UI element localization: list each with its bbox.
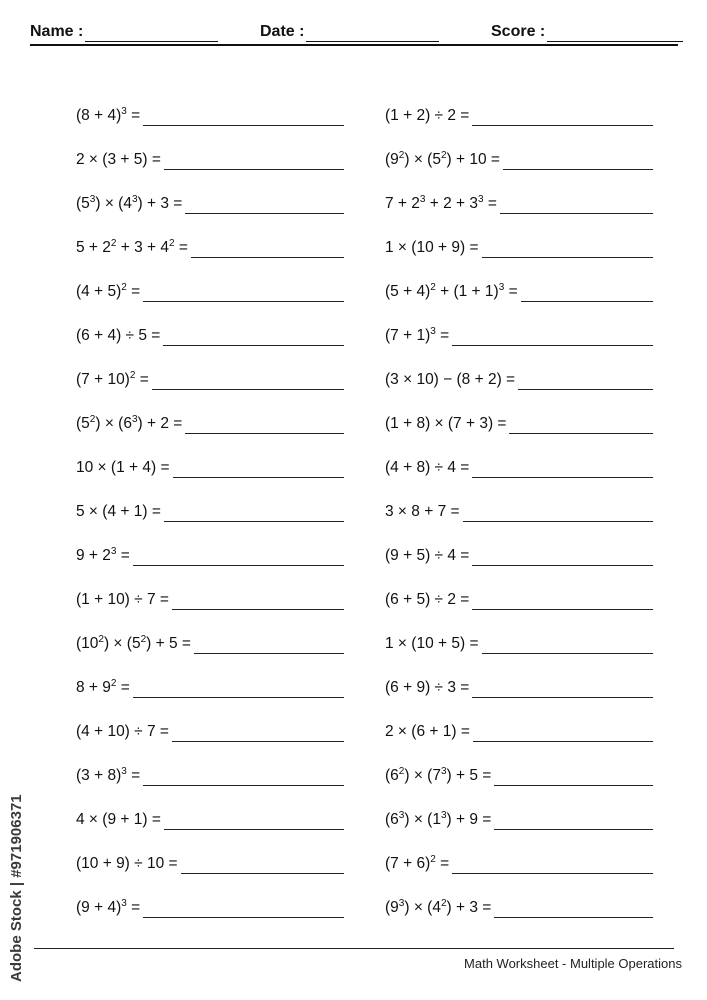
problem-expression: $(5^2) \times (6^3) + 2$ = bbox=[76, 414, 183, 432]
problem-expression: $(9^2) \times (5^2) + 10$ = bbox=[385, 150, 500, 168]
problem-row bbox=[76, 434, 344, 478]
problem-expression: $(5 + 4)^2 + (1 + 1)^3$ = bbox=[385, 282, 518, 300]
problem-row bbox=[76, 698, 344, 742]
problem-expression: 4 × (9 + 1) = bbox=[76, 811, 161, 828]
answer-line[interactable] bbox=[143, 899, 344, 918]
answer-line[interactable] bbox=[472, 547, 653, 566]
problem-row bbox=[385, 214, 653, 258]
name-field bbox=[30, 22, 218, 42]
answer-line[interactable] bbox=[172, 591, 344, 610]
problem-expression: 5 × (4 + 1) = bbox=[76, 503, 161, 520]
answer-line[interactable] bbox=[473, 723, 653, 742]
header-divider bbox=[30, 44, 678, 46]
problem-expression: $(9^3) \times (4^2) + 3$ = bbox=[385, 898, 492, 916]
answer-line[interactable] bbox=[133, 679, 344, 698]
answer-line[interactable] bbox=[181, 855, 344, 874]
problem-row bbox=[76, 478, 344, 522]
problem-expression: 3 × 8 + 7 = bbox=[385, 503, 460, 520]
answer-line[interactable] bbox=[172, 723, 344, 742]
problem-row bbox=[385, 742, 653, 786]
problem-row bbox=[385, 170, 653, 214]
problem-row bbox=[76, 742, 344, 786]
answer-line[interactable] bbox=[482, 635, 654, 654]
answer-line[interactable] bbox=[500, 195, 653, 214]
answer-line[interactable] bbox=[472, 679, 653, 698]
answer-line[interactable] bbox=[152, 371, 344, 390]
answer-line[interactable] bbox=[185, 195, 344, 214]
date-field bbox=[260, 22, 439, 42]
answer-line[interactable] bbox=[164, 151, 344, 170]
score-label: Score : bbox=[491, 23, 546, 40]
answer-line[interactable] bbox=[494, 899, 653, 918]
problem-row bbox=[76, 170, 344, 214]
date-blank-line[interactable] bbox=[306, 25, 439, 42]
answer-line[interactable] bbox=[143, 283, 344, 302]
name-blank-line[interactable] bbox=[85, 25, 218, 42]
problem-row bbox=[385, 786, 653, 830]
answer-line[interactable] bbox=[494, 767, 653, 786]
problem-expression: $(10^2) \times (5^2) + 5$ = bbox=[76, 634, 191, 652]
answer-line[interactable] bbox=[509, 415, 653, 434]
answer-line[interactable] bbox=[521, 283, 653, 302]
problem-column-right bbox=[385, 82, 653, 918]
problem-row bbox=[76, 346, 344, 390]
answer-line[interactable] bbox=[463, 503, 653, 522]
problem-expression: (3 × 10) − (8 + 2) = bbox=[385, 371, 516, 388]
answer-line[interactable] bbox=[133, 547, 344, 566]
stock-watermark bbox=[8, 770, 30, 982]
problem-row bbox=[385, 522, 653, 566]
problem-expression: $(6^3) \times (1^3) + 9$ = bbox=[385, 810, 492, 828]
answer-line[interactable] bbox=[452, 327, 653, 346]
problem-expression: (1 + 10) ÷ 7 = bbox=[76, 591, 169, 608]
answer-line[interactable] bbox=[452, 855, 653, 874]
problem-row bbox=[76, 786, 344, 830]
problem-row bbox=[385, 82, 653, 126]
problem-row bbox=[76, 302, 344, 346]
problem-expression: $5 + 2^2 + 3 + 4^2$ = bbox=[76, 238, 188, 256]
problem-row bbox=[76, 258, 344, 302]
problem-expression: $(6^2) \times (7^3) + 5$ = bbox=[385, 766, 492, 784]
date-label: Date : bbox=[260, 23, 305, 40]
answer-line[interactable] bbox=[482, 239, 654, 258]
problem-row bbox=[385, 566, 653, 610]
problem-row bbox=[76, 126, 344, 170]
answer-line[interactable] bbox=[503, 151, 653, 170]
problem-expression: (6 + 9) ÷ 3 = bbox=[385, 679, 470, 696]
name-label: Name : bbox=[30, 23, 84, 40]
answer-line[interactable] bbox=[194, 635, 344, 654]
problem-row bbox=[385, 874, 653, 918]
footer-title: Math Worksheet - Multiple Operations bbox=[464, 956, 682, 971]
answer-line[interactable] bbox=[164, 503, 344, 522]
problem-row bbox=[76, 390, 344, 434]
problem-row bbox=[385, 126, 653, 170]
problem-expression: $8 + 9^2$ = bbox=[76, 678, 130, 696]
answer-line[interactable] bbox=[163, 327, 344, 346]
answer-line[interactable] bbox=[191, 239, 344, 258]
answer-line[interactable] bbox=[494, 811, 653, 830]
problem-row bbox=[385, 434, 653, 478]
problem-expression: 1 × (10 + 9) = bbox=[385, 239, 479, 256]
answer-line[interactable] bbox=[173, 459, 345, 478]
problem-row bbox=[385, 698, 653, 742]
problem-expression: $(4 + 5)^2$ = bbox=[76, 282, 141, 300]
problem-expression: (9 + 5) ÷ 4 = bbox=[385, 547, 470, 564]
problem-row bbox=[385, 302, 653, 346]
problem-expression: $(8 + 4)^3$ = bbox=[76, 106, 141, 124]
problem-expression: $7 + 2^3 + 2 + 3^3$ = bbox=[385, 194, 497, 212]
problem-expression: (1 + 2) ÷ 2 = bbox=[385, 107, 470, 124]
score-blank-line[interactable] bbox=[547, 25, 683, 42]
problem-row bbox=[385, 610, 653, 654]
problem-row bbox=[76, 654, 344, 698]
problem-column-left bbox=[76, 82, 344, 918]
problem-row bbox=[385, 346, 653, 390]
problem-expression: $(7 + 6)^2$ = bbox=[385, 854, 450, 872]
problem-expression: $(7 + 1)^3$ = bbox=[385, 326, 450, 344]
problem-row bbox=[385, 830, 653, 874]
problem-row bbox=[76, 610, 344, 654]
answer-line[interactable] bbox=[143, 767, 344, 786]
worksheet-header bbox=[30, 22, 678, 46]
problem-row bbox=[76, 522, 344, 566]
problem-row bbox=[76, 830, 344, 874]
problem-expression: (10 + 9) ÷ 10 = bbox=[76, 855, 178, 872]
problem-expression: (1 + 8) × (7 + 3) = bbox=[385, 415, 507, 432]
problem-expression: $(9 + 4)^3$ = bbox=[76, 898, 141, 916]
problem-expression: (4 + 10) ÷ 7 = bbox=[76, 723, 169, 740]
problem-row bbox=[76, 214, 344, 258]
problem-row bbox=[385, 478, 653, 522]
problem-row bbox=[385, 258, 653, 302]
answer-line[interactable] bbox=[185, 415, 344, 434]
problem-row bbox=[76, 874, 344, 918]
problem-row bbox=[76, 82, 344, 126]
answer-line[interactable] bbox=[164, 811, 344, 830]
problem-row bbox=[385, 654, 653, 698]
answer-line[interactable] bbox=[472, 459, 653, 478]
problem-row bbox=[76, 566, 344, 610]
answer-line[interactable] bbox=[472, 107, 653, 126]
problem-expression: (6 + 4) ÷ 5 = bbox=[76, 327, 161, 344]
answer-line[interactable] bbox=[143, 107, 344, 126]
answer-line[interactable] bbox=[518, 371, 653, 390]
problem-expression: 2 × (6 + 1) = bbox=[385, 723, 470, 740]
footer-divider bbox=[34, 948, 674, 949]
problem-expression: 2 × (3 + 5) = bbox=[76, 151, 161, 168]
problem-expression: $(5^3) \times (4^3) + 3$ = bbox=[76, 194, 183, 212]
problem-expression: 10 × (1 + 4) = bbox=[76, 459, 170, 476]
problem-expression: $9 + 2^3$ = bbox=[76, 546, 130, 564]
score-field bbox=[491, 22, 683, 42]
problem-row bbox=[385, 390, 653, 434]
problem-expression: $(7 + 10)^2$ = bbox=[76, 370, 149, 388]
problem-expression: (4 + 8) ÷ 4 = bbox=[385, 459, 470, 476]
watermark-text: Adobe Stock | #971906371 bbox=[8, 794, 25, 982]
problem-expression: 1 × (10 + 5) = bbox=[385, 635, 479, 652]
problem-expression: $(3 + 8)^3$ = bbox=[76, 766, 141, 784]
answer-line[interactable] bbox=[472, 591, 653, 610]
problem-expression: (6 + 5) ÷ 2 = bbox=[385, 591, 470, 608]
